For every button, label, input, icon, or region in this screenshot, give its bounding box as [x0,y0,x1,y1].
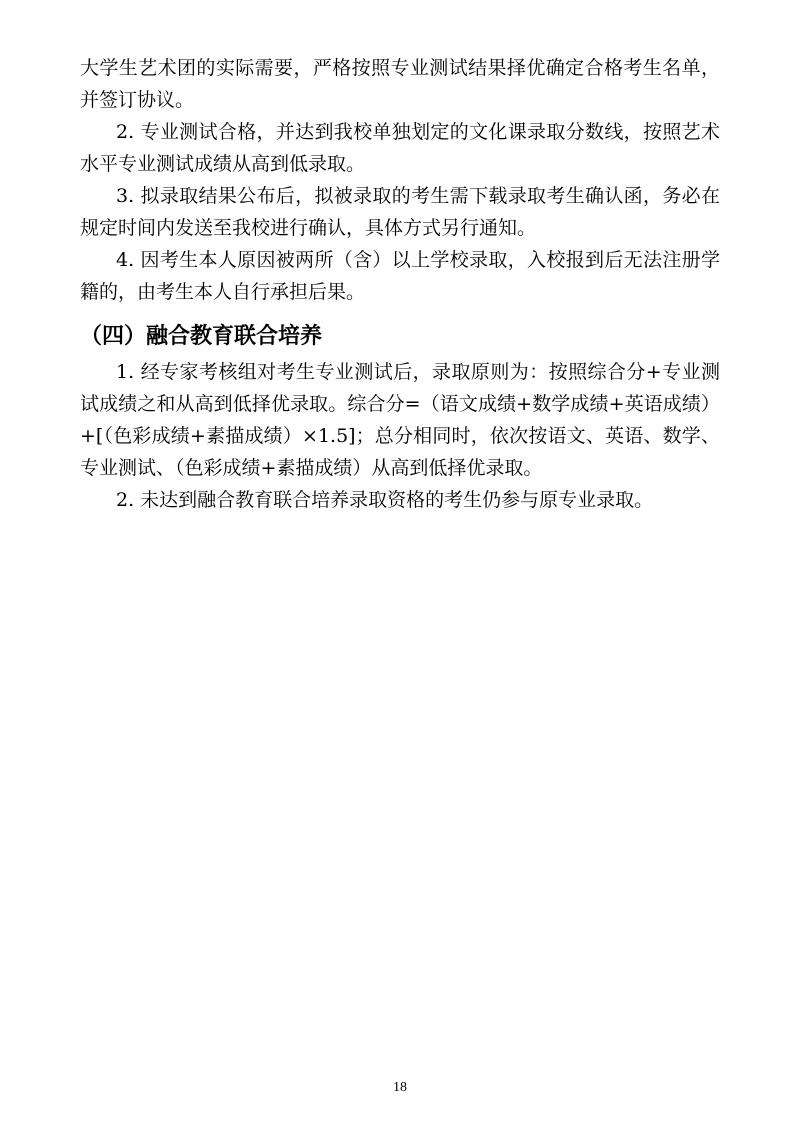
section-paragraph-item-1: 1. 经专家考核组对考生专业测试后，录取原则为：按照综合分+专业测试成绩之和从高到低择优录取。综合分=（语文成绩+数学成绩+英语成绩）+[（色彩成绩+素描成绩）×1.5]；总分相同时，依次按语文、英语、数学、专业测试、（色彩成绩+素描成绩）从高到低择优录取。 [80,361,720,479]
section-paragraph-item-2: 2. 未达到融合教育联合培养录取资格的考生仍参与原专业录取。 [116,489,654,511]
paragraph-item-4: 4. 因考生本人原因被两所（含）以上学校录取，入校报到后无法注册学籍的，由考生本人自行承担后果。 [80,249,720,303]
section-heading: （四）融合教育联合培养 [80,324,323,349]
paragraph-item-2: 2. 专业测试合格，并达到我校单独划定的文化课录取分数线，按照艺术水平专业测试成绩从高到低录取。 [80,121,720,175]
paragraph-item-3: 3. 拟录取结果公布后，拟被录取的考生需下载录取考生确认函，务必在规定时间内发送至我校进行确认，具体方式另行通知。 [80,185,720,239]
page-number: 18 [393,1080,407,1095]
paragraph-continued: 大学生艺术团的实际需要，严格按照专业测试结果择优确定合格考生名单，并签订协议。 [80,57,720,111]
page-content [80,52,720,516]
